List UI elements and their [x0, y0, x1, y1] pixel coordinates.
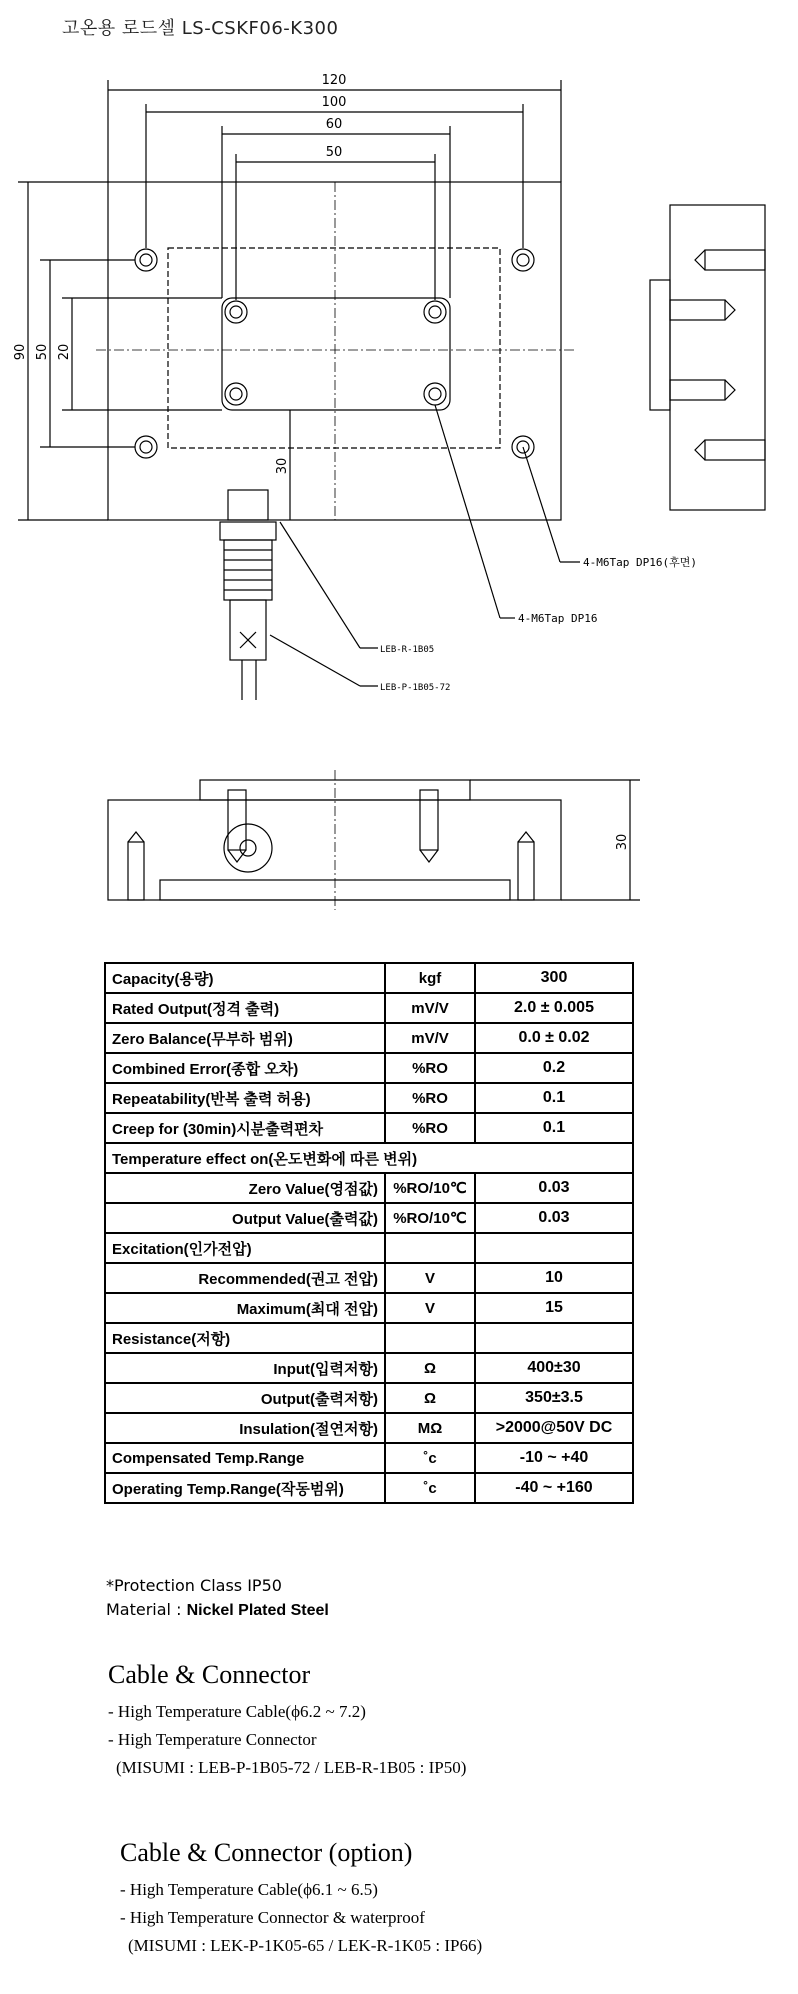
table-row: Creep for (30min)시분출력편차 %RO 0.1	[105, 1113, 633, 1143]
table-row: Output(출력저항) Ω 350±3.5	[105, 1383, 633, 1413]
dim-120: 120	[321, 73, 347, 88]
table-row: Combined Error(종합 오차) %RO 0.2	[105, 1053, 633, 1083]
table-row: Zero Value(영점값) %RO/10℃ 0.03	[105, 1173, 633, 1203]
connector	[220, 490, 276, 700]
cable-section	[108, 1660, 466, 1782]
sensor-body	[222, 298, 450, 410]
table-row: Capacity(용량) kgf 300	[105, 963, 633, 993]
page-title: 고온용 로드셀 LS-CSKF06-K300	[62, 18, 339, 39]
front-view	[108, 770, 640, 910]
table-row: Excitation(인가전압)	[105, 1233, 633, 1263]
callout-tap: 4-M6Tap DP16	[518, 612, 598, 625]
cable-option-section	[120, 1838, 482, 1960]
cable-heading: Cable & Connector	[108, 1660, 311, 1689]
dim-30-inner: 30	[275, 457, 290, 475]
cable-line: - High Temperature Cable(ϕ6.2 ~ 7.2)	[108, 1702, 366, 1721]
callout-leb-p: LEB-P-1B05-72	[380, 683, 451, 693]
material-value: Nickel Plated Steel	[186, 1602, 329, 1619]
table-row: Compensated Temp.Range ˚c -10 ~ +40	[105, 1443, 633, 1473]
table-row: Operating Temp.Range(작동범위) ˚c -40 ~ +160	[105, 1473, 633, 1503]
table-row: Resistance(저항)	[105, 1323, 633, 1353]
side-view	[650, 205, 765, 510]
dim-50: 50	[325, 145, 343, 160]
table-row: Output Value(출력값) %RO/10℃ 0.03	[105, 1203, 633, 1233]
table-row: Input(입력저항) Ω 400±30	[105, 1353, 633, 1383]
material-note	[106, 1600, 329, 1620]
table-row: Maximum(최대 전압) V 15	[105, 1293, 633, 1323]
material-label: Material :	[106, 1600, 187, 1619]
table-row: Rated Output(정격 출력) mV/V 2.0 ± 0.005	[105, 993, 633, 1023]
callout-tap-rear: 4-M6Tap DP16(후면)	[583, 556, 697, 569]
cable-option-line: (MISUMI : LEK-P-1K05-65 / LEK-R-1K05 : IP66)	[128, 1936, 483, 1955]
cable-line: (MISUMI : LEB-P-1B05-72 / LEB-R-1B05 : IP50)	[116, 1758, 467, 1777]
dim-50-left: 50	[35, 343, 50, 361]
cable-option-heading: Cable & Connector (option)	[120, 1838, 413, 1867]
table-row: Repeatability(반복 출력 허용) %RO 0.1	[105, 1083, 633, 1113]
dim-90: 90	[13, 343, 28, 361]
cable-option-line: - High Temperature Cable(ϕ6.1 ~ 6.5)	[120, 1880, 378, 1899]
table-row: Zero Balance(무부하 범위) mV/V 0.0 ± 0.02	[105, 1023, 633, 1053]
dim-60: 60	[325, 117, 343, 132]
dim-30-side: 30	[615, 833, 630, 851]
technical-drawing	[0, 0, 798, 960]
table-row: Recommended(권고 전압) V 10	[105, 1263, 633, 1293]
protection-note: *Protection Class IP50	[106, 1576, 282, 1595]
dim-20: 20	[57, 343, 72, 361]
outer-holes	[135, 249, 534, 458]
tap-holes	[225, 301, 446, 405]
dim-100: 100	[321, 95, 347, 110]
callout-leb-r: LEB-R-1B05	[380, 645, 435, 655]
table-row: Temperature effect on(온도변화에 따른 변위)	[105, 1143, 633, 1173]
cable-option-line: - High Temperature Connector & waterproof	[120, 1908, 425, 1927]
table-row: Insulation(절연저항) MΩ >2000@50V DC	[105, 1413, 633, 1443]
cable-line: - High Temperature Connector	[108, 1730, 317, 1749]
spec-table	[104, 962, 634, 1504]
plate-outline	[108, 182, 561, 520]
